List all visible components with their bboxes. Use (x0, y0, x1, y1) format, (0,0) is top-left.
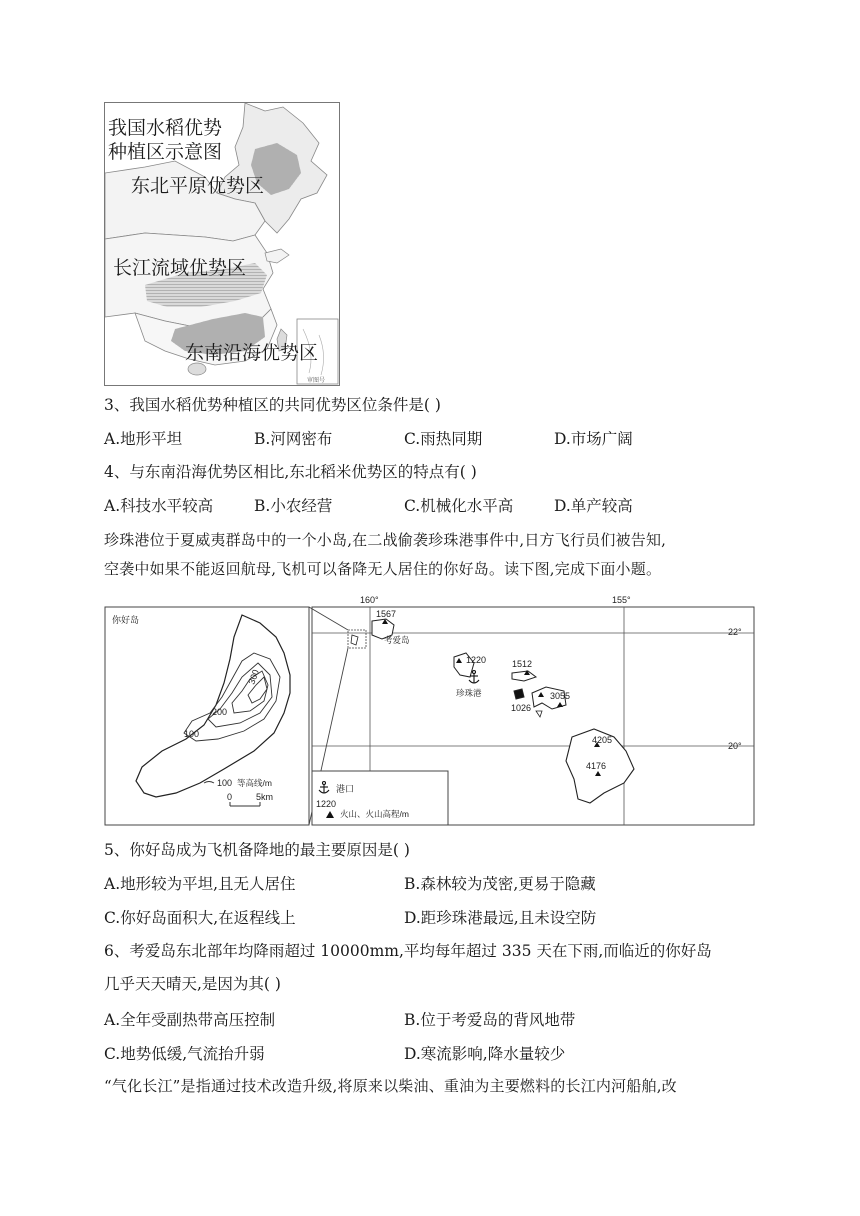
legend-volcano-value: 1220 (316, 799, 337, 809)
question-6-stem-line2: 几乎天天晴天,是因为其( ) (104, 975, 281, 993)
contour-label-300: 300 (246, 668, 262, 686)
q3-option-c[interactable]: C.雨热同期 (404, 430, 483, 448)
molokai-elevation: 1512 (512, 659, 533, 669)
passage-pearl-harbor (104, 526, 756, 584)
q3-option-d[interactable]: D.市场广阔 (554, 430, 633, 448)
map1-title-line1: 我国水稻优势 (108, 117, 223, 139)
hawaii-map-graphic (104, 593, 756, 827)
legend-contour-label: 等高线/m (237, 778, 272, 788)
q4-option-c[interactable]: C.机械化水平高 (404, 497, 514, 515)
scale-label-5km: 5km (256, 792, 274, 802)
q3-option-a[interactable]: A.地形平坦 (104, 430, 183, 448)
q5-option-c[interactable]: C.你好岛面积大,在返程线上 (104, 909, 296, 927)
legend-port-label: 港口 (336, 784, 355, 794)
map1-title-line2: 种植区示意图 (108, 141, 223, 163)
q5-option-a[interactable]: A.地形较为平坦,且无人居住 (104, 875, 296, 893)
q6-option-b[interactable]: B.位于考爱岛的背风地带 (404, 1011, 576, 1029)
q5-option-b[interactable]: B.森林较为茂密,更易于隐藏 (404, 875, 596, 893)
hawaii-elevation-2: 4176 (586, 761, 607, 771)
lat-label-20: 20° (728, 741, 742, 751)
passage-gasified-yangtze (104, 1072, 756, 1101)
passage-line: 空袭中如果不能返回航母,飞机可以备降无人居住的你好岛。读下图,完成下面小题。 (104, 560, 662, 578)
oahu-elevation: 1220 (466, 655, 487, 665)
lat-label-22: 22° (728, 627, 742, 637)
hawaii-map (104, 593, 756, 827)
lanai-island (514, 689, 524, 699)
maui-elevation: 3055 (550, 691, 571, 701)
passage-line: “气化长江”是指通过技术改造升级,将原来以柴油、重油为主要燃料的长江内河船舶,改 (104, 1077, 677, 1095)
rice-region-map (104, 102, 340, 386)
lon-label-160: 160° (360, 595, 379, 605)
q4-option-a[interactable]: A.科技水平较高 (104, 497, 214, 515)
q6-option-d[interactable]: D.寒流影响,降水量较少 (404, 1045, 566, 1063)
lon-label-155: 155° (612, 595, 631, 605)
inset-title: 你好岛 (112, 615, 140, 625)
question-5-stem: 5、你好岛成为飞机备降地的最主要原因是( ) (104, 841, 410, 859)
contour-label-200: 200 (212, 707, 228, 717)
q4-option-d[interactable]: D.单产较高 (554, 497, 633, 515)
contour-label-100: 100 (184, 729, 200, 739)
q3-option-b[interactable]: B.河网密布 (254, 430, 333, 448)
kauai-name: 考爱岛 (384, 635, 410, 645)
region-label-yangtze: 长江流域优势区 (113, 257, 247, 279)
scale-label-0: 0 (227, 792, 233, 802)
q6-option-a[interactable]: A.全年受副热带高压控制 (104, 1011, 276, 1029)
map-credit: 审图号 (307, 377, 326, 384)
legend-volcano-label: 火山、火山高程/m (340, 809, 409, 819)
kauai-elevation: 1567 (376, 609, 397, 619)
hawaii-elevation-1: 4205 (592, 735, 613, 745)
q5-option-d[interactable]: D.距珍珠港最远,且未设空防 (404, 909, 597, 927)
region-label-northeast: 东北平原优势区 (131, 175, 265, 197)
pearl-harbor-label: 珍珠港 (456, 688, 482, 698)
q6-option-c[interactable]: C.地势低缓,气流抬升弱 (104, 1045, 265, 1063)
question-3-stem: 3、我国水稻优势种植区的共同优势区位条件是( ) (104, 396, 441, 414)
question-4-stem: 4、与东南沿海优势区相比,东北稻米优势区的特点有( ) (104, 463, 477, 481)
region-label-southeast: 东南沿海优势区 (185, 342, 319, 364)
lanai-elevation: 1026 (511, 703, 532, 713)
legend-contour-value: 100 (217, 778, 233, 788)
question-6-stem-line1: 6、考爱岛东北部年均降雨超过 10000mm,平均每年超过 335 天在下雨,而临近的你好岛 (104, 942, 712, 960)
q4-option-b[interactable]: B.小农经营 (254, 497, 333, 515)
passage-line: 珍珠港位于夏威夷群岛中的一个小岛,在二战偷袭珍珠港事件中,日方飞行员们被告知, (104, 531, 667, 549)
